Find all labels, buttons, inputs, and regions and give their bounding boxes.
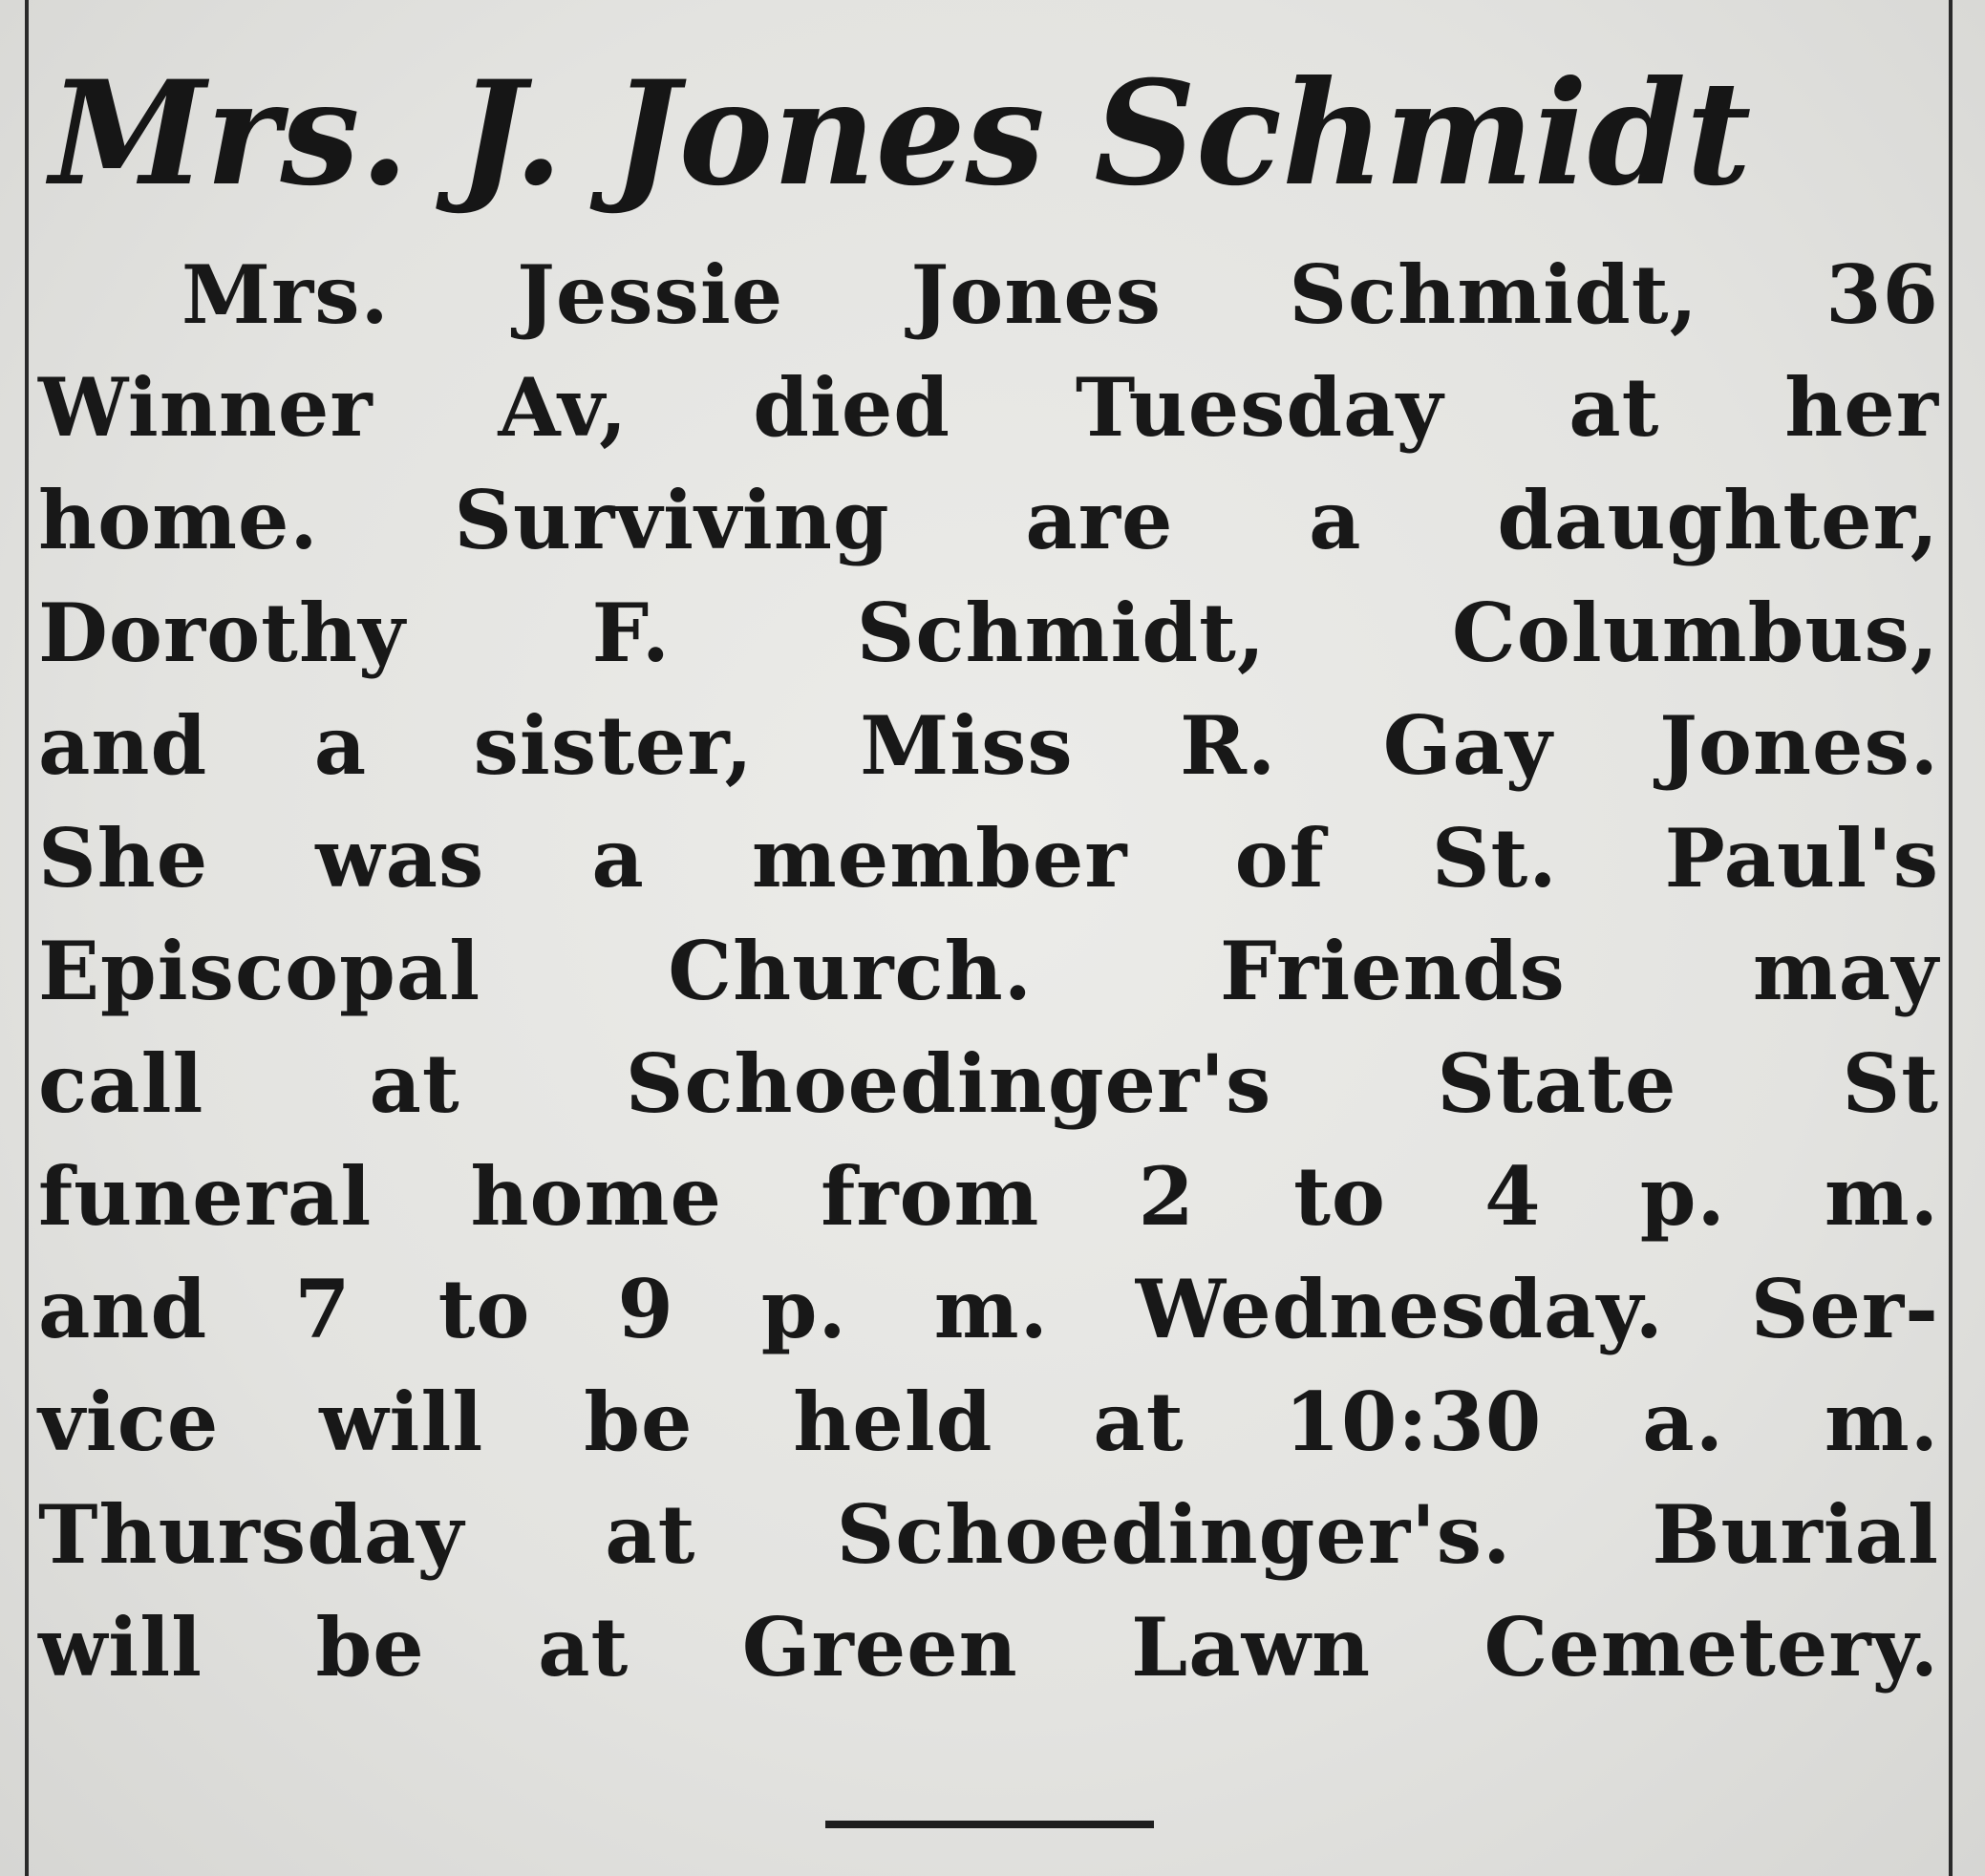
end-rule-divider xyxy=(825,1821,1154,1828)
body-line: Dorothy F. Schmidt, Columbus, xyxy=(38,586,1939,680)
body-line: funeral home from 2 to 4 p. m. xyxy=(38,1149,1939,1244)
column-rule-left xyxy=(25,0,29,1876)
body-line: call at Schoedinger's State St xyxy=(38,1036,1939,1131)
body-line: Mrs. Jessie Jones Schmidt, 36 xyxy=(181,247,1939,342)
body-line: and a sister, Miss R. Gay Jones. xyxy=(38,698,1939,793)
body-line: Episcopal Church. Friends may xyxy=(38,924,1939,1018)
obituary-body xyxy=(38,239,1939,1704)
body-line: vice will be held at 10:30 a. m. xyxy=(38,1375,1939,1469)
obituary-headline: Mrs. J. Jones Schmidt xyxy=(50,50,1752,218)
body-line: She was a member of St. Paul's xyxy=(38,811,1939,906)
body-line: Winner Av, died Tuesday at her xyxy=(38,360,1939,455)
body-line: will be at Green Lawn Cemetery. xyxy=(38,1600,1939,1695)
body-line: Thursday at Schoedinger's. Burial xyxy=(38,1487,1939,1582)
body-line: home. Surviving are a daughter, xyxy=(38,473,1939,567)
column-rule-right xyxy=(1949,0,1953,1876)
body-line: and 7 to 9 p. m. Wednesday. Ser- xyxy=(38,1262,1939,1356)
